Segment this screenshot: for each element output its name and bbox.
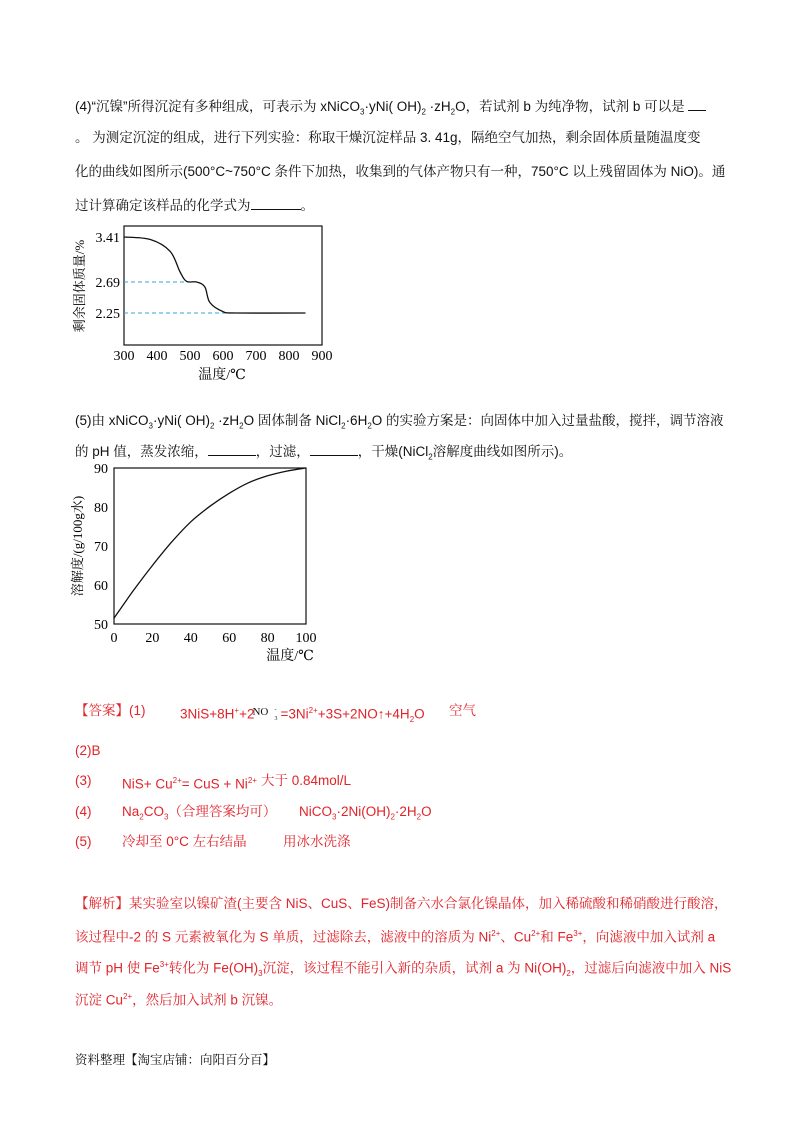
chart2-y-label: 溶解度/(g/100g水) (70, 495, 85, 597)
chart2-series-line (114, 468, 306, 618)
answer-1-equation: 3NiS+8H++2 NO - 3 $=3Ni^{2+}+3S+2NO↑+4H_2O$ (180, 705, 425, 725)
chart2-y-tick: 50 (94, 618, 108, 633)
answer-4-reagent: $Na_2CO_3$（合理答案均可） (122, 804, 277, 822)
chart1-y-tick: 2.69 (95, 276, 120, 291)
analysis-line-1: 【解析】某实验室以镍矿渣(主要含 NiS、CuS、FeS)制备六水合氯化镍晶体，加入稀硫酸和稀硝酸进行酸溶， (75, 896, 728, 911)
solubility-chart (0, 458, 800, 668)
analysis-line-3: 调节 pH 使 $Fe^{3+}$转化为 $Fe(OH)_3$沉淀，该过程不能引入新的杂质，试剂 a 为 $Ni(OH)_2$，过滤后向滤液中加入 NiS (75, 960, 732, 979)
chart1-x-tick: 500 (179, 349, 201, 364)
answer-4-label: (4) (75, 804, 92, 819)
mass-temperature-chart (0, 222, 800, 392)
analysis-line-2: 该过程中-2 的 S 元素被氧化为 S 单质，过滤除去，滤液中的溶质为 $Ni^{2+}$、$Cu^{2+}$和 $Fe^{3+}$，向滤液中加入试剂 a (75, 929, 716, 945)
chart2-y-tick: 70 (94, 540, 108, 555)
answer-5-label: (5) (75, 834, 92, 849)
chart1-x-tick: 900 (311, 349, 333, 364)
chart1-series-line (124, 237, 306, 313)
answer-blank (251, 195, 301, 210)
chart1-y-label: 剩余固体质量/% (72, 239, 87, 333)
q4-line-3: 化的曲线如图所示(500°C~750°C 条件下加热，收集到的气体产物只有一种，750°C 以上残留固体为 NiO)。通 (75, 164, 726, 179)
answer-1-gas: 空气 (449, 703, 476, 718)
answer-3-value: 大于 0.84mol/L (261, 773, 352, 788)
answer-5-step-2: 用冰水洗涤 (283, 834, 351, 849)
chart1-x-tick: 300 (113, 349, 135, 364)
chart2-frame (114, 468, 306, 624)
answer-3-label: (3) (75, 773, 92, 788)
q5-line-1: (5)由 xNiCO$_3$·yNi( $OH)_2 \cdot zH_2O$ 固体制备 $NiCl_2\cdot 6H_2O$ 的实验方案是：向固体中加入过量盐酸，搅拌，调节溶液 (75, 413, 724, 431)
chart2-y-tick: 80 (94, 501, 108, 516)
chart2-x-tick: 40 (183, 631, 198, 646)
chart1-x-tick: 400 (146, 349, 168, 364)
answer-blank (688, 96, 706, 111)
analysis-line-4: 沉淀 $Cu^{2+}$，然后加入试剂 b 沉镍。 (75, 992, 283, 1008)
answer-2: (2)B (75, 743, 101, 758)
chart1-y-tick: 2.25 (95, 307, 120, 322)
q4-line-2: 。 为测定沉淀的组成，进行下列实验：称取干燥沉淀样品 3. 41g，隔绝空气加热，剩余固体质量随温度变 (75, 130, 701, 145)
answer-header: 【答案】(1) (75, 703, 146, 718)
footer-source: 资料整理【淘宝店铺：向阳百分百】 (75, 1053, 276, 1067)
answer-5-step-1: 冷却至 0°C 左右结晶 (122, 834, 247, 849)
chart2-y-tick: 90 (94, 462, 108, 477)
chart2-y-tick: 60 (94, 579, 108, 594)
answer-blank (208, 441, 256, 456)
chart1-y-tick: 3.41 (95, 231, 120, 246)
chart1-frame (124, 226, 322, 345)
chart1-x-label: 温度/℃ (198, 368, 246, 383)
chart1-x-tick: 700 (245, 349, 267, 364)
chart2-x-label: 温度/℃ (266, 649, 314, 664)
answer-3-equation: $NiS+ Cu^{2+}=$ CuS + $Ni^{2+}$ (122, 776, 257, 792)
chart2-x-tick: 0 (110, 631, 118, 646)
chart2-x-tick: 80 (260, 631, 275, 646)
chart2-x-tick: 20 (145, 631, 160, 646)
answer-blank (310, 441, 358, 456)
chart2-x-tick: 100 (295, 631, 317, 646)
q4-line-1: (4)“沉镍”所得沉淀有多种组成，可表示为 xNiCO$_3$·yNi( $OH)_2 \cdot zH_2O$，若试剂 b 为纯净物，试剂 b 可以是 (75, 96, 706, 123)
chart1-x-tick: 600 (212, 349, 234, 364)
q5-line-2: 的 pH 值，蒸发浓缩， ，过滤， ，干燥(NiCl$_2$溶解度曲线如图所示)。 (75, 441, 572, 468)
answer-4-formula: $NiCO_3\cdot 2Ni(OH)_2\cdot 2H_2O$ (299, 804, 432, 822)
chart1-x-tick: 800 (278, 349, 300, 364)
chart2-x-tick: 60 (222, 631, 237, 646)
q4-line-4: 过计算确定该样品的化学式为 。 (75, 195, 314, 216)
